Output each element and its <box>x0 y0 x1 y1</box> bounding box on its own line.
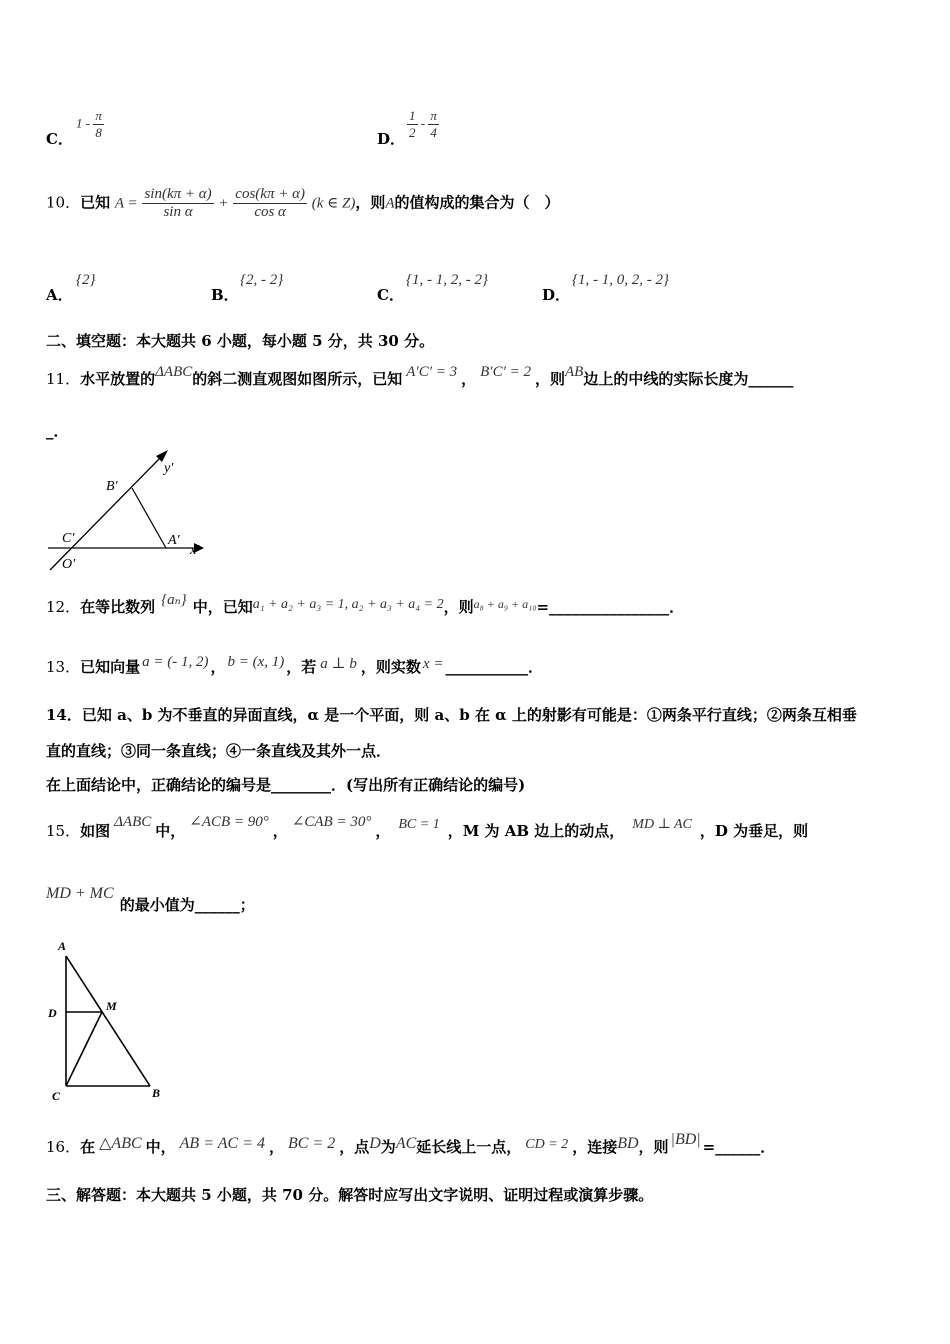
q9-d-num2: π <box>430 108 437 123</box>
q11-stem <box>46 364 794 389</box>
q15-end: ； <box>239 896 255 914</box>
q16-stem <box>46 1131 776 1157</box>
q10-option-a-label: A． <box>46 286 73 304</box>
q13-end: ． <box>527 658 543 676</box>
q15-stem-2 <box>46 885 255 915</box>
q14-line-2: 直的直线；③同一条直线；④一条直线及其外一点． <box>46 742 392 760</box>
q10-option-b-value: {2, - 2} <box>240 272 284 288</box>
q12-t4: = <box>536 598 550 616</box>
q10-lhs: A = <box>114 195 138 212</box>
q12-t1: 在等比数列 <box>80 598 156 616</box>
q13-t2: ， <box>210 658 226 676</box>
q16-end: ． <box>760 1138 776 1156</box>
q12-blank: ________________ <box>549 598 670 616</box>
q16-t9: = <box>702 1138 716 1156</box>
q16-m4: D <box>369 1135 381 1152</box>
q11-t1: 水平放置的 <box>80 370 156 388</box>
q15-t2: 中， <box>155 822 186 840</box>
q9-c-expr-pre: 1 - <box>76 115 91 131</box>
q11-label-b: B′ <box>106 479 118 494</box>
q12-m1: {aₙ} <box>161 592 187 608</box>
q15-label-b: B <box>152 1086 161 1100</box>
q15-blank: ______ <box>194 896 240 914</box>
q10-option-c-label: C． <box>377 286 404 304</box>
q9-d-den2: 4 <box>430 125 437 140</box>
q13-m1: a = (- 1, 2) <box>142 654 209 670</box>
q11-blank-end: _． <box>46 422 69 440</box>
q13-stem <box>46 656 543 677</box>
q16-m5: AC <box>395 1135 417 1152</box>
q12-m3: a₈ + a₉ + a₁₀ <box>473 597 537 611</box>
q15-segment-cm <box>66 1012 102 1086</box>
q16-t4: ，点 <box>339 1138 370 1156</box>
q16-number: 16． <box>46 1138 81 1156</box>
q16-m2: AB = AC = 4 <box>179 1135 265 1152</box>
q9-option-d-label: D． <box>377 130 406 148</box>
q10-f1-den: sin α <box>163 204 193 220</box>
section-3-heading: 三、解答题：本大题共 5 小题，共 70 分。解答时应写出文字说明、证明过程或演算步骤。 <box>46 1186 654 1204</box>
q13-blank: ___________ <box>445 658 528 676</box>
q16-m1: △ABC <box>99 1135 142 1152</box>
q11-label-c: C′ <box>62 531 75 546</box>
q16-t7: ，连接 <box>572 1138 618 1156</box>
q10-f2-num: cos(kπ + α) <box>235 186 305 202</box>
q15-t5: ，M 为 AB 边上的动点， <box>447 822 625 840</box>
q11-t2: 的斜二测直观图如图所示，已知 <box>192 370 403 388</box>
q16-t8: ，则 <box>638 1138 669 1156</box>
q10-var: A <box>385 195 395 212</box>
q15-t7: 的最小值为 <box>119 896 195 914</box>
q10-pre: 已知 <box>80 193 111 212</box>
q15-label-a: A <box>58 939 67 953</box>
q15-stem <box>46 814 809 841</box>
q13-t1: 已知向量 <box>80 658 141 676</box>
q15-m2: ∠ACB = 90° <box>189 814 269 830</box>
q9-option-c-expr <box>76 108 104 141</box>
q13-m2: b = (x, 1) <box>227 654 285 670</box>
q12-t2: 中，已知 <box>192 598 253 616</box>
section-2-heading: 二、填空题：本大题共 6 小题，每小题 5 分，共 30 分。 <box>46 332 435 350</box>
q11-m3: B′C′ = 2 <box>480 364 531 380</box>
q9-c-num: π <box>95 108 102 123</box>
q11-t4: ，则 <box>535 370 566 388</box>
q13-m3: a ⊥ b <box>320 656 357 672</box>
q16-t3: ， <box>268 1138 284 1156</box>
q15-m1: ΔABC <box>114 814 152 830</box>
q15-t3: ， <box>272 822 288 840</box>
q15-figure <box>44 938 174 1106</box>
q10-number: 10． <box>46 193 81 212</box>
q16-t5: 为 <box>380 1138 396 1156</box>
q11-m2: A′C′ = 3 <box>406 364 458 380</box>
q10-option-d-label: D． <box>542 286 571 304</box>
q12-end: ． <box>669 598 685 616</box>
q13-number: 13． <box>46 658 81 676</box>
q13-t4: ，则实数 <box>360 658 421 676</box>
q12-number: 12． <box>46 598 81 616</box>
q16-m3: BC = 2 <box>287 1135 336 1152</box>
q10-stem <box>46 186 560 221</box>
q10-f1-num: sin(kπ + α) <box>144 186 212 202</box>
q10-option-a-value: {2} <box>76 272 96 288</box>
q11-label-a: A′ <box>168 533 180 548</box>
q15-m3: ∠CAB = 30° <box>291 814 372 830</box>
q10-plus: + <box>218 195 229 212</box>
q10-post2: 的值构成的集合为（ ） <box>394 193 560 212</box>
q10-option-d-value: {1, - 1, 0, 2, - 2} <box>572 272 669 288</box>
q16-t1: 在 <box>80 1138 96 1156</box>
q12-t3: ，则 <box>443 598 474 616</box>
q11-t3: ， <box>461 370 477 388</box>
q11-t5: 边上的中线的实际长度为 <box>583 370 749 388</box>
q11-blank: ______ <box>748 370 794 388</box>
q16-blank: ______ <box>715 1138 761 1156</box>
q15-number: 15． <box>46 822 81 840</box>
q9-d-num1: 1 <box>409 108 416 123</box>
q13-m4: x = <box>422 656 444 672</box>
q13-t3: ，若 <box>286 658 317 676</box>
q12-stem <box>46 592 685 617</box>
q11-label-x: x′ <box>190 543 200 558</box>
q15-m4: BC = 1 <box>398 817 440 832</box>
q11-segment-ba <box>132 488 166 548</box>
q15-side-ab <box>66 956 150 1086</box>
q14-line-1: 14．已知 a、b 为不垂直的异面直线，α 是一个平面，则 a、b 在 α 上的射影有可能是：①两条平行直线；②两条互相垂 <box>46 706 857 724</box>
q16-t6: 延长线上一点， <box>416 1138 522 1156</box>
q16-t2: 中， <box>145 1138 176 1156</box>
q12-m2: a₁ + a₂ + a₃ = 1, a₂ + a₃ + a₄ = 2 <box>252 597 444 612</box>
q9-d-den1: 2 <box>409 125 416 140</box>
q9-d-minus: - <box>420 115 426 131</box>
q15-label-d: D <box>48 1006 57 1020</box>
q14-line-3: 在上面结论中，正确结论的编号是________．(写出所有正确结论的编号) <box>46 776 526 794</box>
q10-f2-den: cos α <box>254 204 286 220</box>
q16-m8: |BD| <box>670 1131 701 1148</box>
q11-m1: ΔABC <box>155 364 193 380</box>
q9-option-d-expr <box>407 108 439 141</box>
q16-m6: CD = 2 <box>525 1137 569 1152</box>
q15-t6: ，D 为垂足，则 <box>699 822 809 840</box>
q11-number: 11． <box>46 370 81 388</box>
q15-t4: ， <box>375 822 391 840</box>
q9-c-den: 8 <box>95 125 102 140</box>
q11-figure <box>44 448 214 576</box>
q11-m4: AB <box>565 364 584 380</box>
q15-t1: 如图 <box>80 822 111 840</box>
q11-label-y: y′ <box>164 461 174 476</box>
q10-post1: ，则 <box>355 193 386 212</box>
q11-label-o: O′ <box>62 557 76 572</box>
q10-option-b-label: B． <box>211 286 239 304</box>
q15-label-c: C <box>52 1089 61 1103</box>
q10-option-c-value: {1, - 1, 2, - 2} <box>406 272 488 288</box>
q15-m6: MD + MC <box>46 885 114 902</box>
q11-end: ． <box>53 422 69 440</box>
q11-y-axis <box>50 456 162 570</box>
q16-m7: BD <box>617 1135 639 1152</box>
q15-label-m: M <box>106 999 117 1013</box>
q15-m5: MD ⊥ AC <box>632 817 692 832</box>
q9-option-c-label: C． <box>46 130 73 148</box>
q10-cond: (k ∈ Z) <box>311 195 356 212</box>
